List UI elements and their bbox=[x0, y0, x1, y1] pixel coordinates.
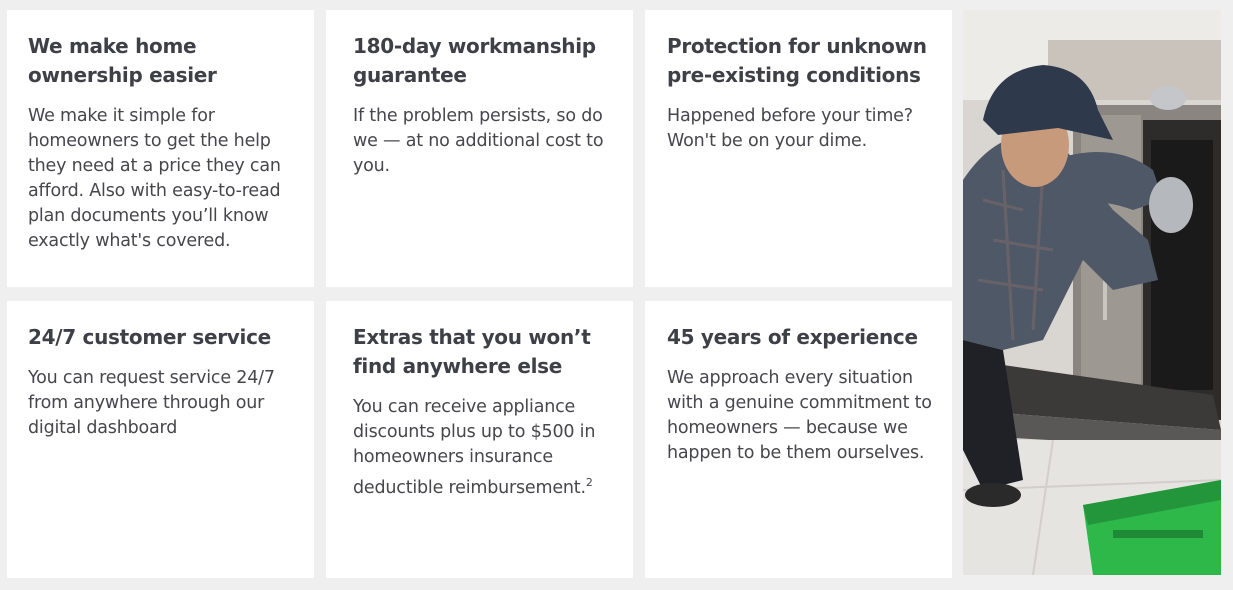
feature-card-homeownership bbox=[7, 10, 314, 287]
feature-body: Happened before your time? Won't be on your dime. bbox=[667, 106, 913, 151]
feature-title: 45 years of experience bbox=[667, 325, 918, 349]
feature-card-extras bbox=[326, 301, 633, 578]
feature-body: We approach every situation with a genuine commitment to homeowners — because we happen to be them ourselves. bbox=[667, 368, 932, 463]
feature-body bbox=[353, 395, 613, 501]
feature-card-customer-service bbox=[7, 301, 314, 578]
feature-title: We make home ownership easier bbox=[28, 34, 217, 87]
feature-title: Protection for unknown pre-existing conditions bbox=[667, 34, 927, 87]
feature-title: Extras that you won’t find anywhere else bbox=[353, 325, 591, 378]
feature-title: 180-day workmanship guarantee bbox=[353, 34, 596, 87]
feature-title: 24/7 customer service bbox=[28, 325, 271, 349]
feature-card-guarantee bbox=[326, 10, 633, 287]
feature-body: You can request service 24/7 from anywhere through our digital dashboard bbox=[28, 368, 275, 438]
footnote-marker: 2 bbox=[585, 476, 593, 489]
technician-photo bbox=[963, 10, 1221, 575]
feature-body-text: You can receive appliance discounts plus up to $500 in homeowners insurance deductible reimbursement. bbox=[353, 397, 596, 498]
feature-body: If the problem persists, so do we — at no additional cost to you. bbox=[353, 106, 604, 176]
feature-card-preexisting bbox=[645, 10, 952, 287]
feature-card-experience bbox=[645, 301, 952, 578]
feature-body: We make it simple for homeowners to get the help they need at a price they can afford. Also with easy-to-read plan documents you’ll know exactly what's covered. bbox=[28, 106, 281, 251]
